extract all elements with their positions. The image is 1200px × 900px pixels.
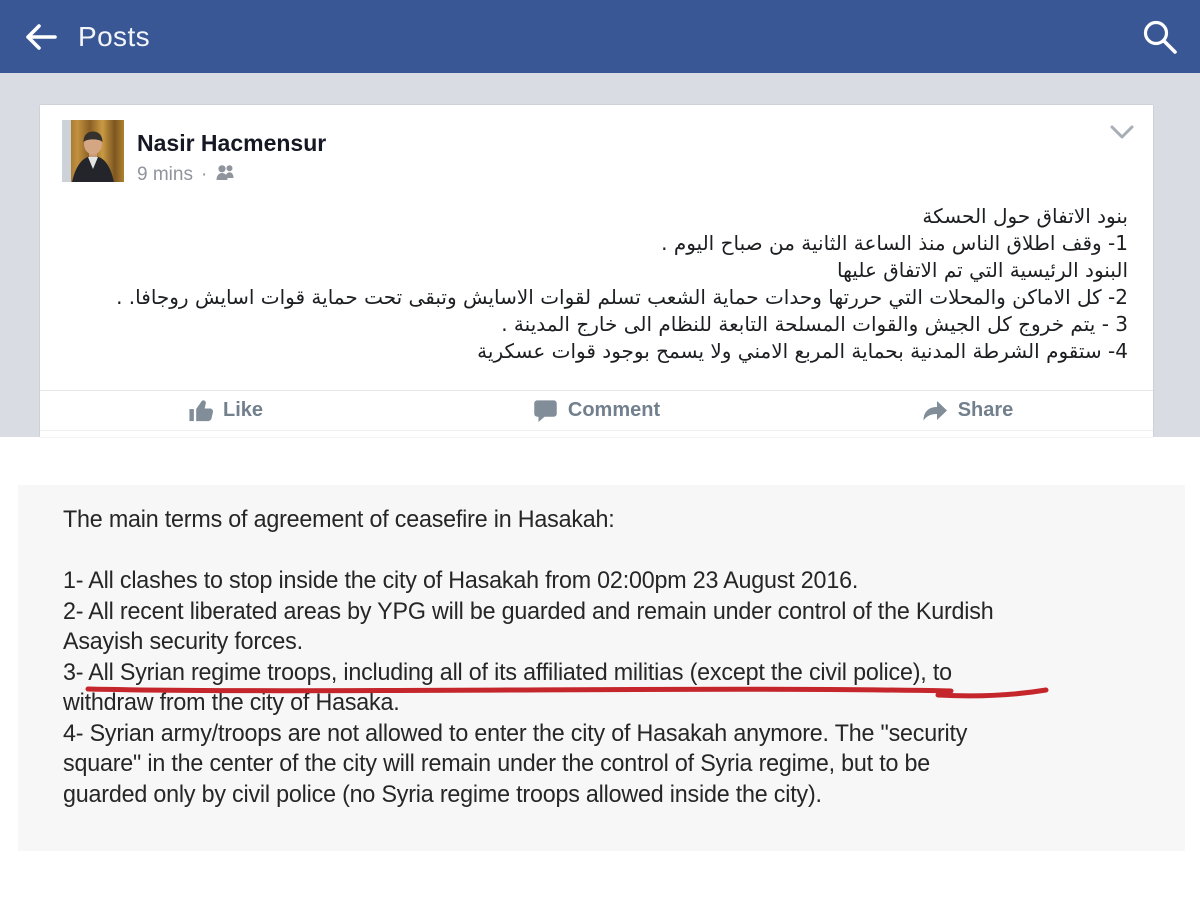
author-name[interactable]: Nasir Hacmensur [137, 130, 327, 156]
translation-line: Asayish security forces. [63, 628, 303, 655]
friends-icon [215, 164, 237, 187]
search-icon [1138, 15, 1182, 59]
back-button[interactable] [22, 18, 60, 56]
meta-separator: · [200, 164, 208, 185]
arrow-left-icon [22, 18, 60, 56]
post-menu-button[interactable] [1108, 123, 1136, 143]
translation-line: guarded only by civil police (no Syria regime troops allowed inside the city). [63, 780, 822, 808]
translation-line: The main terms of agreement of ceasefire in Hasakah: [63, 506, 615, 533]
translation-line: 3- All Syrian regime troops, including all of its affiliated militias (except the civil police), to [63, 658, 952, 686]
profile-photo [62, 120, 124, 182]
translation-line [63, 537, 993, 568]
translation-line: 2- All recent liberated areas by YPG will be guarded and remain under control of the Kurdish [63, 597, 994, 625]
arabic-line: البنود الرئيسية التي تم الاتفاق عليها [836, 258, 1128, 282]
like-label: Like [222, 399, 264, 421]
translation-line: withdraw from the city of Hasaka. [63, 689, 400, 716]
like-button[interactable] [40, 391, 411, 430]
thumbs-up-icon [188, 398, 213, 423]
arabic-line: بنود الاتفاق حول الحسكة [922, 204, 1128, 228]
translation-line: 1- All clashes to stop inside the city of Hasakah from 02:00pm 23 August 2016. [63, 567, 859, 594]
post-card [40, 105, 1153, 437]
translation-line: 4- Syrian army/troops are not allowed to enter the city of Hasakah anymore. The "security [63, 719, 968, 747]
post-meta [137, 163, 237, 187]
arabic-line: 2- كل الاماكن والمحلات التي حررتها وحدات حماية الشعب تسلم لقوات الاسايش وتبقى تحت حماية قوات اسايش روجافا. . [116, 285, 1128, 309]
arabic-line: 4- ستقوم الشرطة المدنية بحماية المربع الامني ولا يسمح بوجود قوات عسكرية [477, 339, 1128, 363]
comment-bubble-icon [533, 398, 558, 423]
translation-line: square" in the center of the city will remain under the control of Syria regime, but to be [63, 750, 931, 777]
comment-button[interactable] [411, 391, 782, 430]
post-content-arabic [60, 203, 1128, 365]
app-header [0, 0, 1200, 73]
arabic-line: 3 - يتم خروج كل الجيش والقوات المسلحة التابعة للنظام الى خارج المدينة . [501, 312, 1128, 336]
page-title: Posts [78, 20, 151, 52]
chevron-down-icon [1108, 123, 1136, 143]
share-label: Share [957, 399, 1014, 421]
share-button[interactable] [782, 391, 1153, 430]
translation-text [63, 506, 1042, 811]
post-action-bar [40, 390, 1153, 431]
avatar[interactable] [62, 120, 124, 182]
timestamp: 9 mins [137, 164, 193, 185]
comment-label: Comment [567, 399, 661, 421]
arabic-line: 1- وقف اطلاق الناس منذ الساعة الثانية من صباح اليوم . [661, 231, 1128, 255]
translation-panel [18, 485, 1185, 851]
share-arrow-icon [922, 399, 948, 423]
search-button[interactable] [1138, 15, 1182, 59]
